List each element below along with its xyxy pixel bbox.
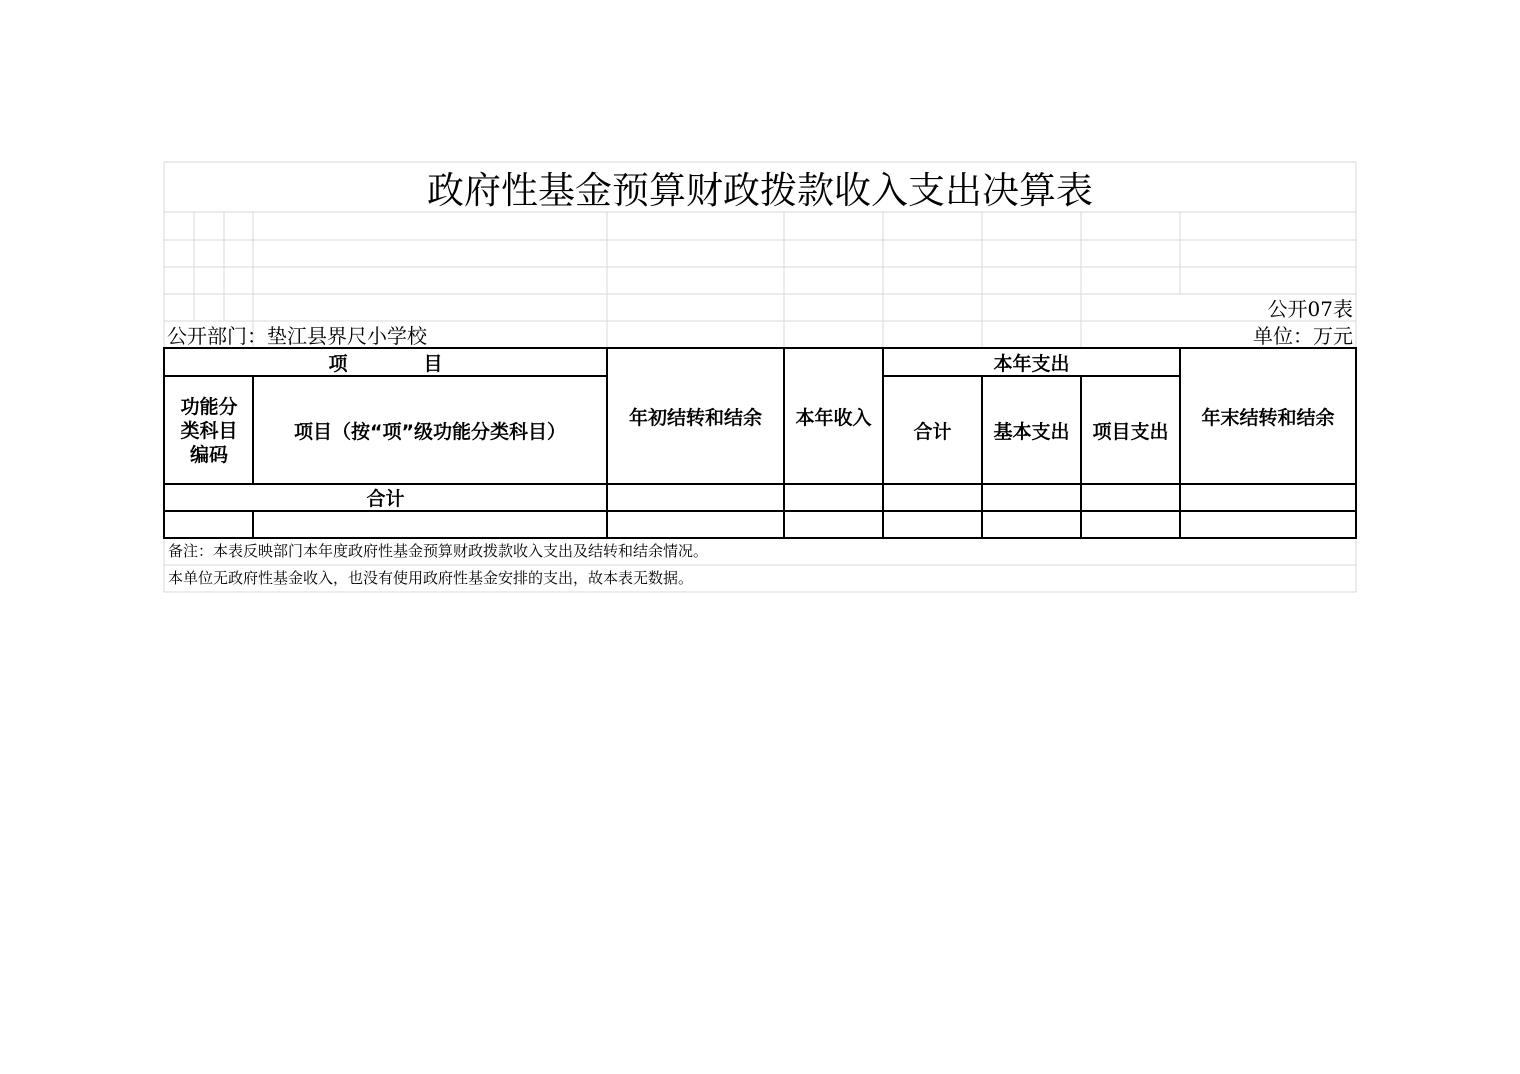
header-project-detail (253, 376, 607, 484)
table-row-opening-cell (607, 511, 784, 538)
table-row-name-cell (253, 511, 607, 538)
header-basic (982, 376, 1081, 484)
header-closing-balance (1180, 348, 1356, 484)
header-income-text: 本年收入 (795, 406, 872, 429)
header-func-code (166, 378, 252, 483)
table-row-basic-cell (982, 511, 1081, 538)
total-row-label-text: 合计 (366, 488, 405, 510)
table-row-code-cell (164, 511, 253, 538)
header-func-code-text: 功能分类科目编码 (180, 395, 238, 466)
table-row-total-cell (883, 511, 982, 538)
header-project (164, 348, 607, 376)
note-line-1: 备注：本表反映部门本年度政府性基金预算财政拨款收入支出及结转和结余情况。 (168, 542, 709, 560)
header-opening-balance-text: 年初结转和结余 (628, 406, 762, 429)
header-project-expense-text: 项目支出 (1092, 420, 1169, 443)
form-number: 公开07表 (1267, 297, 1353, 321)
unit-label: 单位：万元 (1253, 324, 1353, 348)
table-row-income-cell (784, 511, 883, 538)
header-income (784, 348, 883, 484)
report-title: 政府性基金预算财政拨款收入支出决算表 (427, 169, 1093, 212)
department-label: 公开部门：垫江县界尺小学校 (167, 324, 427, 348)
total-row-label (164, 484, 607, 511)
header-expense-group-text: 本年支出 (993, 352, 1070, 375)
header-expense-group (883, 348, 1180, 376)
table-row-project-cell (1081, 511, 1180, 538)
header-project-text: 项 目 (328, 352, 443, 375)
header-opening-balance (607, 348, 784, 484)
note-line-2: 本单位无政府性基金收入，也没有使用政府性基金安排的支出，故本表无数据。 (168, 569, 694, 587)
header-project-detail-text: 项目（按“项”级功能分类科目） (294, 420, 566, 443)
header-basic-text: 基本支出 (993, 420, 1070, 443)
header-total-text: 合计 (913, 420, 952, 443)
header-closing-balance-text: 年末结转和结余 (1201, 406, 1335, 429)
header-total (883, 376, 982, 484)
table-row-closing-cell (1180, 511, 1356, 538)
header-project-expense (1081, 376, 1180, 484)
